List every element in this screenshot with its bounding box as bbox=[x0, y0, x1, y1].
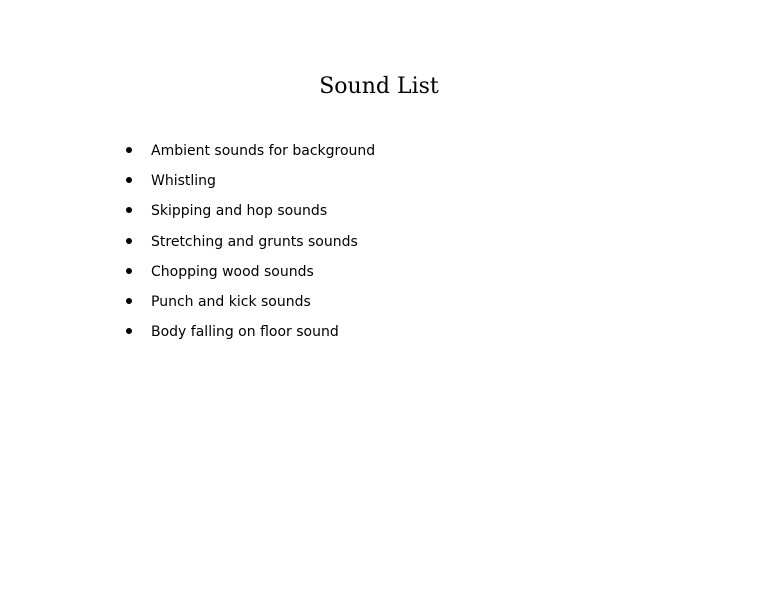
list-item-label: Ambient sounds for background bbox=[151, 143, 376, 159]
list-item-label: Whistling bbox=[151, 173, 216, 190]
bullet-icon bbox=[126, 268, 132, 274]
bullet-icon bbox=[126, 298, 132, 304]
bullet-icon bbox=[126, 328, 132, 334]
bullet-icon bbox=[126, 147, 132, 153]
page-title: Sound List bbox=[319, 74, 439, 99]
bullet-icon bbox=[126, 207, 132, 213]
bullet-icon bbox=[126, 177, 132, 183]
bullet-icon bbox=[126, 238, 132, 244]
list-item-label: Stretching and grunts sounds bbox=[151, 233, 358, 250]
list-item-label: Skipping and hop sounds bbox=[151, 203, 328, 220]
list-item-label: Chopping wood sounds bbox=[151, 263, 314, 280]
list-item-label: Body falling on floor sound bbox=[151, 324, 339, 341]
list-item-label: Punch and kick sounds bbox=[151, 293, 311, 310]
